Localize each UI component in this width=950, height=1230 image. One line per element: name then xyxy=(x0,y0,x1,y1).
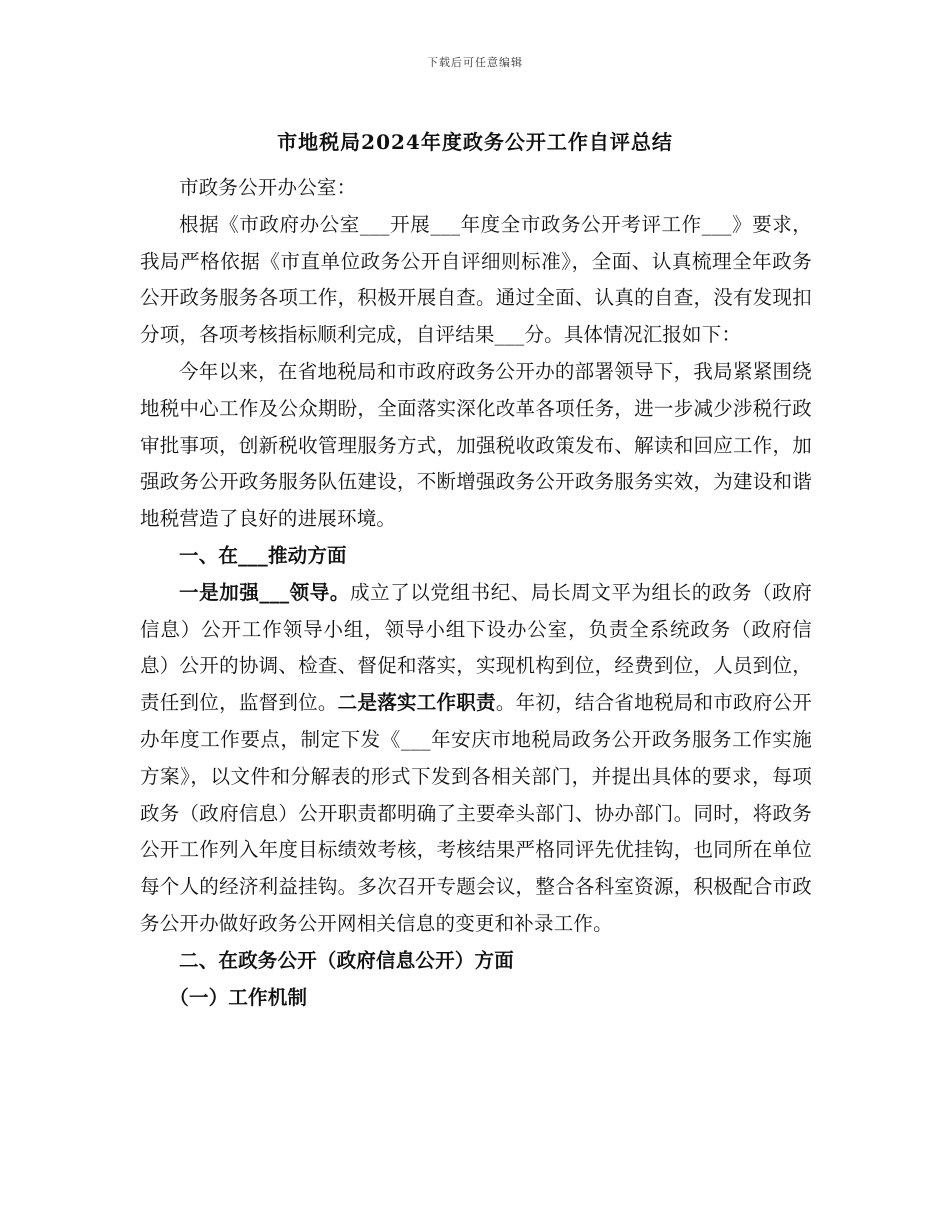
bold-point-2: 二是落实工作职责 xyxy=(337,691,496,715)
section-heading-2: 二、在政务公开（政府信息公开）方面 xyxy=(179,948,514,972)
document-title: 市地税局2024年度政务公开工作自评总结 xyxy=(277,130,673,154)
salutation: 市政务公开办公室： xyxy=(179,176,357,199)
document-body xyxy=(140,170,812,1016)
point-1-text: 成立了以党组书纪、局长周文平为组长的政务（政府信息）公开工作领导小组，领导小组下设办公室，负责全系统政务（政府信息）公开的协调、检查、督促和落实，实现机构到位，经费到位，人员到位，责任到位，监督到位。 xyxy=(140,580,812,715)
paragraph-overview: 今年以来，在省地税局和市政府政务公开办的部署领导下，我局紧紧围绕地税中心工作及公众期盼，全面落实深化改革各项任务，进一步减少涉税行政审批事项，创新税收管理服务方式，加强税收政策发布、解读和回应工作，加强政务公开政务服务队伍建设，不断增强政务公开政务服务实效，为建设和谐地税营造了良好的进展环境。 xyxy=(140,359,812,531)
paragraph-intro: 根据《市政府办公室___开展___年度全市政务公开考评工作___》要求，我局严格依据《市直单位政务公开自评细则标准》，全面、认真梳理全年政务公开政务服务各项工作，积极开展自查。通过全面、认真的自查，没有发现扣分项，各项考核指标顺利完成，自评结果___分。具体情况汇报如下： xyxy=(140,212,812,347)
point-2-text: 。年初，结合省地税局和市政府公开办年度工作要点，制定下发《___年安庆市地税局政务公开政务服务工作实施方案》，以文件和分解表的形式下发到各相关部门，并提出具体的要求，每项政务（政府信息）公开职责都明确了主要牵头部门、协办部门。同时，将政务公开工作列入年度目标绩效考核，考核结果严格同评先优挂钩，也同所在单位每个人的经济利益挂钩。多次召开专题会议，整合各科室资源，积极配合市政务公开办做好政务公开网相关信息的变更和补录工作。 xyxy=(140,691,812,935)
bold-point-1: 一是加强___领导。 xyxy=(179,580,350,604)
section-heading-1: 一、在___推动方面 xyxy=(179,543,347,567)
header-note: 下载后可任意编辑 xyxy=(427,56,523,69)
subsection-heading-1: （一）工作机制 xyxy=(169,985,308,1009)
paragraph-section1 xyxy=(140,575,812,943)
